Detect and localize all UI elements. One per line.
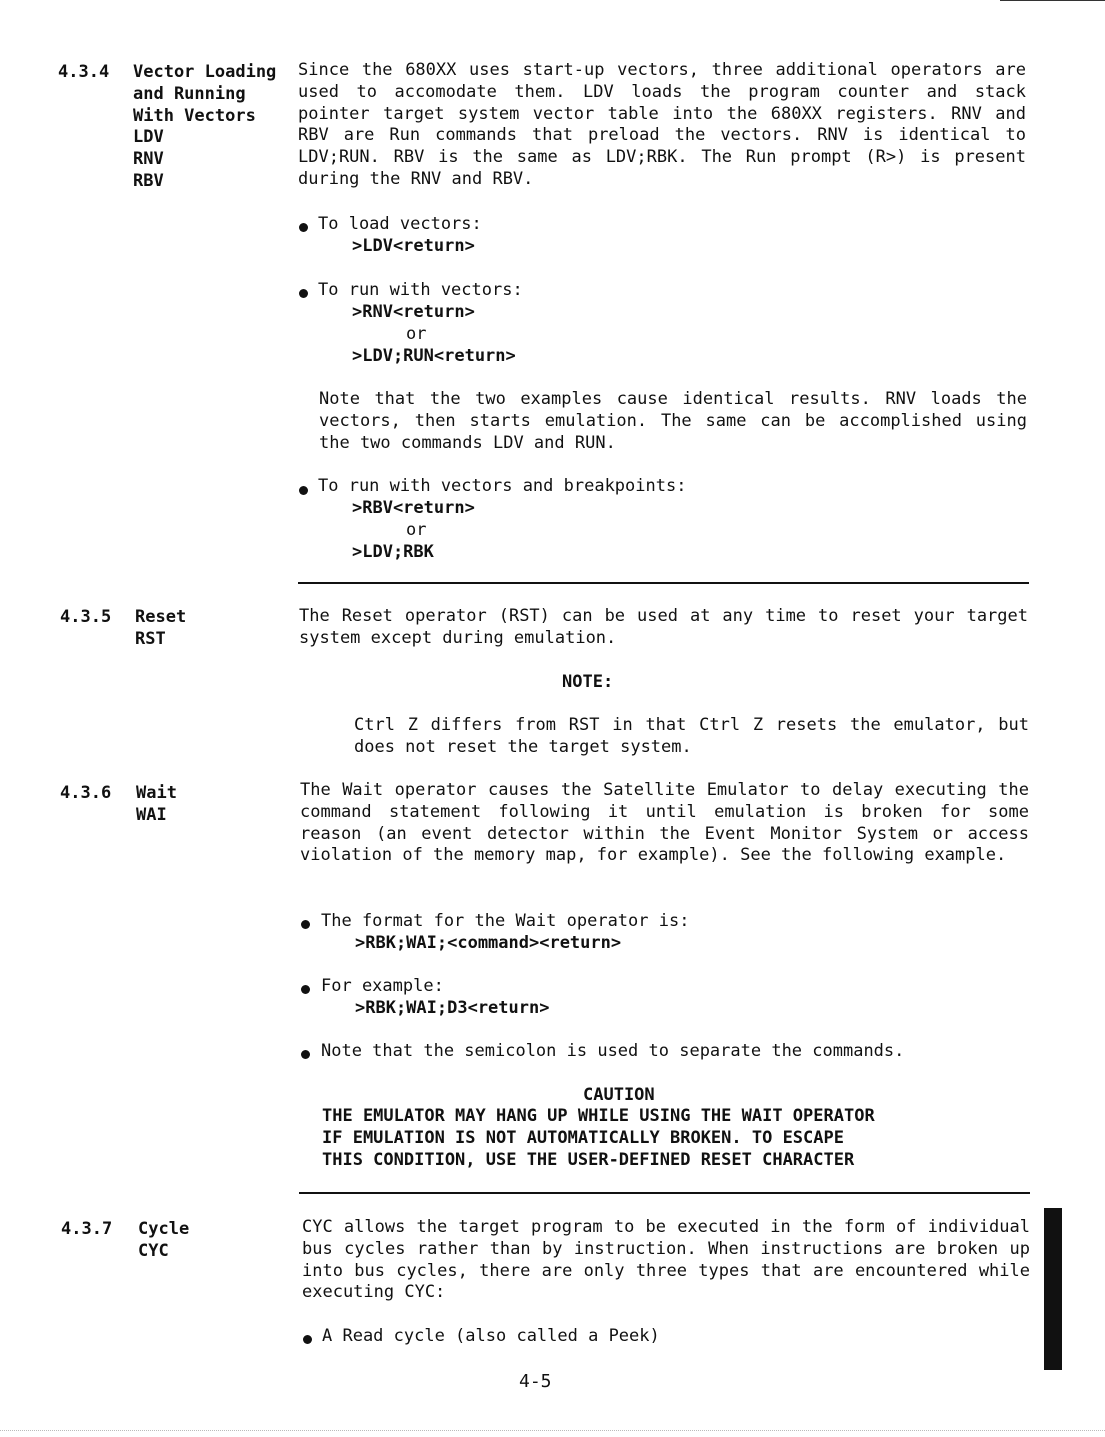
bullet-text: The format for the Wait operator is:: [321, 911, 690, 931]
page-number: 4-5: [519, 1371, 552, 1392]
side-heading-line: LDV: [133, 127, 164, 148]
side-heading-line: WAI: [136, 804, 167, 825]
bullet-dot: [299, 223, 308, 232]
change-bar: [1044, 1208, 1062, 1370]
section-number: 4.3.7: [61, 1219, 113, 1239]
bullet-dot: [299, 289, 308, 298]
section-body-paragraph: CYC allows the target program to be executed in the form of individual bus cycles rather than by instruction. When instructions are broken up into bus cycles, there are only three types that are encountered while executing CYC:: [302, 1217, 1030, 1303]
bullet-text: To load vectors:: [318, 214, 482, 234]
section-side-heading: [133, 62, 276, 193]
side-heading-line: RST: [135, 628, 166, 649]
side-heading-line: Wait: [136, 783, 177, 803]
caution-line: THIS CONDITION, USE THE USER-DEFINED RESET CHARACTER: [322, 1149, 855, 1170]
caution-line: THE EMULATOR MAY HANG UP WHILE USING THE WAIT OPERATOR: [322, 1106, 875, 1126]
command-example: >LDV;RBK: [352, 542, 434, 562]
note-heading: NOTE:: [562, 672, 614, 692]
command-example: >RBV<return>: [352, 498, 475, 518]
caution-text: [322, 1106, 875, 1171]
bullet-dot: [299, 486, 308, 495]
command-example: >RBK;WAI;<command><return>: [355, 933, 622, 953]
bullet-dot: [303, 1335, 312, 1344]
note-paragraph: Ctrl Z differs from RST in that Ctrl Z resets the emulator, but does not reset the target system.: [354, 715, 1029, 757]
section-body-paragraph: Since the 680XX uses start-up vectors, three additional operators are used to accomodate them. LDV loads the program counter and stack pointer target system vector table into the 680XX registers. RNV and RBV are Run commands that preload the vectors. RNV is identical to LDV;RUN. RBV is the same as LDV;RBK. The Run prompt (R>) is present during the RNV and RBV.: [298, 60, 1026, 189]
section-divider: [299, 1192, 1030, 1194]
section-body-paragraph: The Reset operator (RST) can be used at any time to reset your target system except during emulation.: [299, 606, 1028, 648]
bullet-text: A Read cycle (also called a Peek): [322, 1326, 660, 1346]
side-heading-line: With Vectors: [133, 105, 256, 126]
caution-line: IF EMULATION IS NOT AUTOMATICALLY BROKEN. TO ESCAPE: [322, 1127, 844, 1148]
note-paragraph: Note that the two examples cause identical results. RNV loads the vectors, then starts emulation. The same can be accomplished using the two commands LDV and RUN.: [319, 389, 1027, 453]
top-edge-line: [1000, 0, 1105, 1]
side-heading-line: Reset: [135, 607, 187, 627]
bullet-text: To run with vectors and breakpoints:: [318, 476, 687, 496]
bullet-dot: [301, 920, 310, 929]
section-divider: [298, 582, 1029, 584]
alternative-word: or: [406, 324, 427, 344]
section-number: 4.3.5: [60, 607, 112, 627]
command-example: >RBK;WAI;D3<return>: [355, 998, 550, 1018]
bottom-edge-line: [0, 1430, 1105, 1431]
bullet-text: For example:: [321, 976, 444, 996]
side-heading-line: RNV: [133, 149, 164, 170]
section-number: 4.3.4: [58, 62, 110, 82]
bullet-dot: [301, 985, 310, 994]
command-example: >RNV<return>: [352, 302, 475, 322]
section-side-heading: [136, 783, 177, 827]
bullet-text: To run with vectors:: [318, 280, 523, 300]
command-example: >LDV;RUN<return>: [352, 346, 516, 366]
side-heading-line: CYC: [138, 1240, 169, 1261]
section-side-heading: [135, 607, 186, 651]
side-heading-line: Cycle: [138, 1219, 190, 1239]
bullet-dot: [301, 1050, 310, 1059]
side-heading-line: RBV: [133, 170, 164, 191]
side-heading-line: Vector Loading: [133, 62, 277, 82]
bullet-text: Note that the semicolon is used to separate the commands.: [321, 1041, 905, 1061]
alternative-word: or: [406, 520, 427, 540]
section-side-heading: [138, 1219, 189, 1263]
section-body-paragraph: The Wait operator causes the Satellite Emulator to delay executing the command statement following it until emulation is broken for some reason (an event detector within the Event Monitor System or access violation of the memory map, for example). See the following example.: [300, 780, 1029, 866]
side-heading-line: and Running: [133, 83, 246, 104]
command-example: >LDV<return>: [352, 236, 475, 256]
section-number: 4.3.6: [60, 783, 112, 803]
caution-heading: CAUTION: [583, 1085, 655, 1105]
